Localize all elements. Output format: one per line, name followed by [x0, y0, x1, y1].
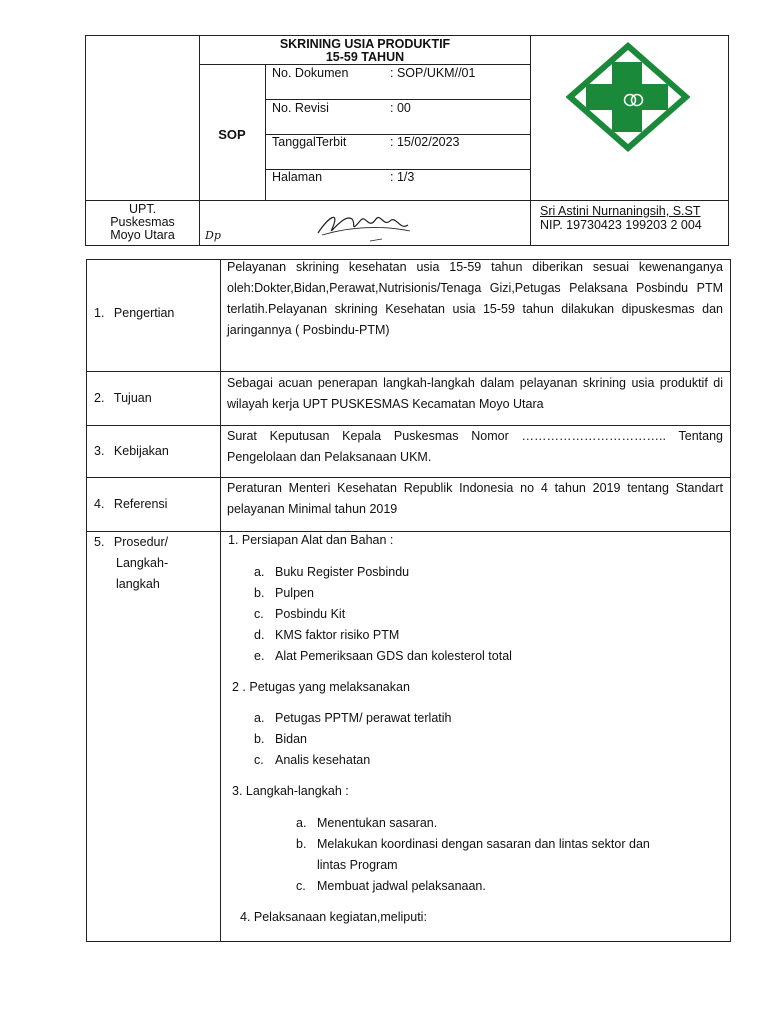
section-2-label [94, 391, 152, 405]
initials-mark: Dp [205, 229, 221, 242]
section-1-text: Pelayanan skrining kesehatan usia 15-59 tahun diberikan sesuai kewenanganya oleh:Dokter,Bidan,Perawat,Nutrisionis/Tenaga Gizi,Petugas Pelaksana Posbindu PTM terlatih.Pelayanan skrining Kesehatan usia 15-59 tahun dilakukan dipuskesmas dan jaringannya ( Posbindu-PTM) [227, 260, 723, 337]
org-line-2: Puskesmas [110, 215, 175, 229]
section-3-text: Surat Keputusan Kepala Puskesmas Nomor …………………………….. Tentang Pengelolaan dan Pelaksanaan UKM. [227, 429, 723, 464]
section-4-label [94, 497, 167, 511]
section-2-number: 2. [94, 391, 105, 405]
section-3-title: Kebijakan [113, 444, 169, 458]
section-3-label [94, 444, 169, 458]
meta-label-document: No. Dokumen [272, 66, 349, 80]
document-title [200, 38, 530, 64]
section-4-text: Peraturan Menteri Kesehatan Republik Indonesia no 4 tahun 2019 tentang Standart pelayanan Minimal tahun 2019 [227, 481, 723, 516]
step-2-title: 2 . Petugas yang melaksanakan [232, 680, 410, 694]
section-5-title-line-3: langkah [116, 577, 160, 591]
list-item: b. Melakukan koordinasi dengan sasaran dan lintas sektor dan lintas Program [296, 837, 650, 872]
section-3-number: 3. [94, 444, 105, 458]
meta-value-page: : 1/3 [390, 170, 415, 184]
step-4-title: 4. Pelaksanaan kegiatan,meliputi: [240, 910, 427, 924]
section-5-number: 5. [94, 535, 105, 549]
health-logo [566, 42, 690, 152]
section-2-title: Tujuan [113, 391, 152, 405]
meta-value-document: : SOP/UKM//01 [390, 66, 476, 80]
title-line-1: SKRINING USIA PRODUKTIF [279, 37, 451, 51]
list-item: a. Menentukan sasaran. [296, 816, 438, 830]
step-1-title: 1. Persiapan Alat dan Bahan : [228, 533, 394, 547]
org-line-3: Moyo Utara [110, 228, 175, 242]
section-4-title: Referensi [113, 497, 168, 511]
step-1-list [254, 562, 714, 667]
meta-value-date: : 15/02/2023 [390, 135, 460, 149]
section-1-title: Pengertian [113, 306, 175, 320]
signer-name: Sri Astini Nurnaningsih, S.ST [540, 204, 701, 218]
meta-label-date: TanggalTerbit [272, 135, 347, 149]
organization-name [86, 203, 199, 242]
list-item: c. Posbindu Kit [254, 607, 346, 621]
section-5-title-line-1: Prosedur/ [113, 535, 169, 549]
signature-icon [310, 205, 420, 245]
section-1-number: 1. [94, 306, 105, 320]
list-item: d. KMS faktor risiko PTM [254, 628, 400, 642]
step-3-list [296, 813, 726, 897]
org-line-1: UPT. [128, 202, 157, 216]
section-1-label [94, 306, 174, 320]
signer-nip: NIP. 19730423 199203 2 004 [540, 218, 702, 232]
meta-value-revision: : 00 [390, 101, 411, 115]
list-item: b. Bidan [254, 732, 307, 746]
section-2-text: Sebagai acuan penerapan langkah-langkah dalam pelayanan skrining usia produktif di wilayah kerja UPT PUSKESMAS Kecamatan Moyo Utara [227, 376, 723, 411]
list-item: c. Membuat jadwal pelaksanaan. [296, 879, 486, 893]
list-item: a. Petugas PPTM/ perawat terlatih [254, 711, 452, 725]
meta-label-revision: No. Revisi [272, 101, 329, 115]
title-line-2: 15-59 TAHUN [325, 50, 405, 64]
step-2-list [254, 708, 714, 771]
cross-logo-icon [566, 42, 690, 152]
sop-label: SOP [218, 127, 246, 142]
signature [310, 205, 420, 245]
section-4-number: 4. [94, 497, 105, 511]
list-item: b. Pulpen [254, 586, 314, 600]
section-5-label [94, 532, 168, 595]
list-item: a. Buku Register Posbindu [254, 565, 410, 579]
meta-label-page: Halaman [272, 170, 323, 184]
list-item: c. Analis kesehatan [254, 753, 371, 767]
step-3-title: 3. Langkah-langkah : [232, 784, 349, 798]
section-5-title-line-2: Langkah- [116, 556, 169, 570]
list-item: e. Alat Pemeriksaan GDS dan kolesterol total [254, 649, 512, 663]
